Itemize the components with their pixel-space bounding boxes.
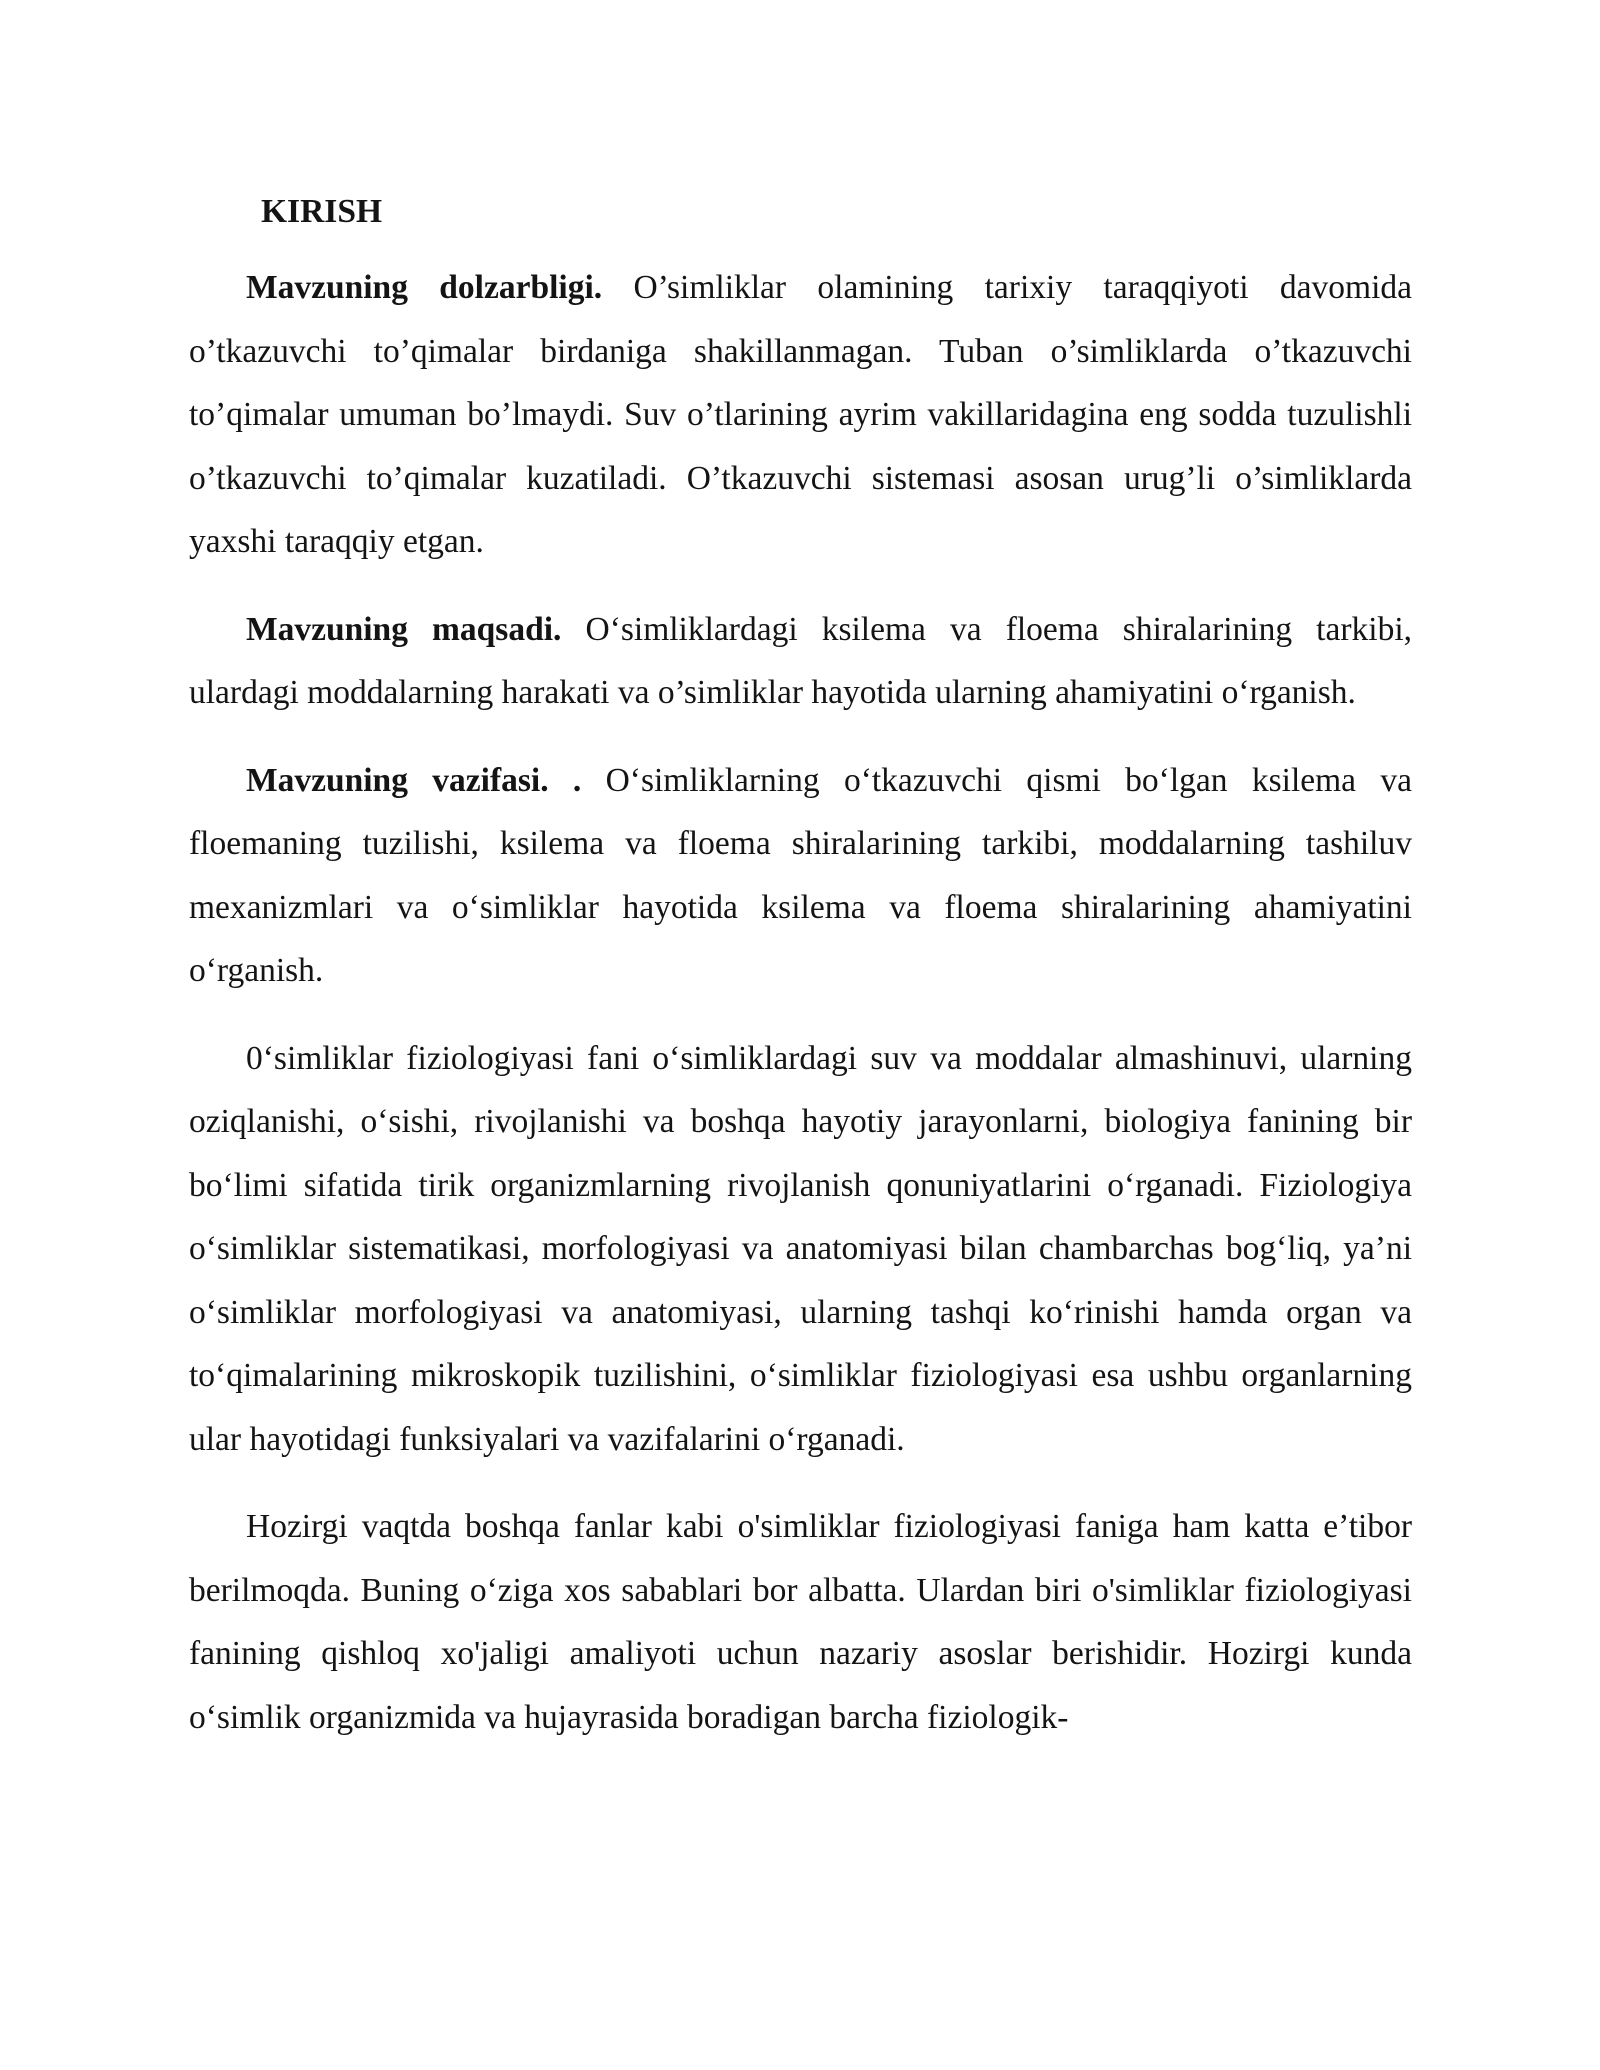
paragraph-relevance [189,256,1412,574]
paragraph-plant-physiology [189,1027,1412,1472]
paragraph-text: O‘simliklarning o‘tkazuvchi qismi bo‘lgan ksilema va floemaning tuzilishi, ksilema va floema shiralarining tarkibi, moddalarning tashiluv mexanizmlari va o‘simliklar hayotida ksilema va floema shiralarining ahamiyatini o‘rganish. [189,761,1412,989]
paragraph-lead: Mavzuning maqsadi. [246,610,562,648]
paragraph-text: Hozirgi vaqtda boshqa fanlar kabi o'simliklar fiziologiyasi faniga ham katta e’tibor berilmoqda. Buning o‘ziga xos sabablari bor albatta. Ulardan biri o'simliklar fiziologiyasi fanining qishloq xo'jaligi amaliyoti uchun nazariy asoslar berishidir. Hozirgi kunda o‘simlik organizmida va hujayrasida boradigan barcha fiziologik- [189,1508,1412,1736]
paragraph-text: 0‘simliklar fiziologiyasi fani o‘simliklardagi suv va moddalar almashinuvi, ularning oziqlanishi, o‘sishi, rivojlanishi va boshqa hayotiy jarayonlarni, biologiya fanining bir bo‘limi sifatida tirik organizmlarning rivojlanish qonuniyatlarini o‘rganadi. Fiziologiya o‘simliklar sistematikasi, morfologiyasi va anatomiyasi bilan chambarchas bog‘liq, ya’ni o‘simliklar morfologiyasi va anatomiyasi, ularning tashqi ko‘rinishi hamda organ va to‘qimalarining mikroskopik tuzilishini, o‘simliklar fiziologiyasi esa ushbu organlarning ular hayotidagi funksiyalari va vazifalarini o‘rganadi. [189,1039,1412,1458]
paragraph-current-attention [189,1495,1412,1749]
paragraph-tasks [189,749,1412,1003]
paragraph-goal [189,598,1412,725]
document-page [189,188,1412,1773]
paragraph-lead: Mavzuning dolzarbligi. [246,269,603,306]
paragraph-text: O‘simliklardagi ksilema va floema shiralarining tarkibi, ulardagi moddalarning harakati va o’simliklar hayotida ularning ahamiyatini o‘rganish. [189,610,1413,711]
paragraph-text: O’simliklar olamining tarixiy taraqqiyoti davomida o’tkazuvchi to’qimalar birdaniga shakillanmagan. Tuban o’simliklarda o’tkazuvchi to’qimalar umuman bo’lmaydi. Suv o’tlarining ayrim vakillaridagina eng sodda tuzulishli o’tkazuvchi to’qimalar kuzatiladi. O’tkazuvchi sistemasi asosan urug’li o’simliklarda yaxshi taraqqiy etgan. [189,269,1412,560]
section-heading: KIRISH [261,193,383,230]
paragraph-lead: Mavzuning vazifasi. . [246,761,582,799]
